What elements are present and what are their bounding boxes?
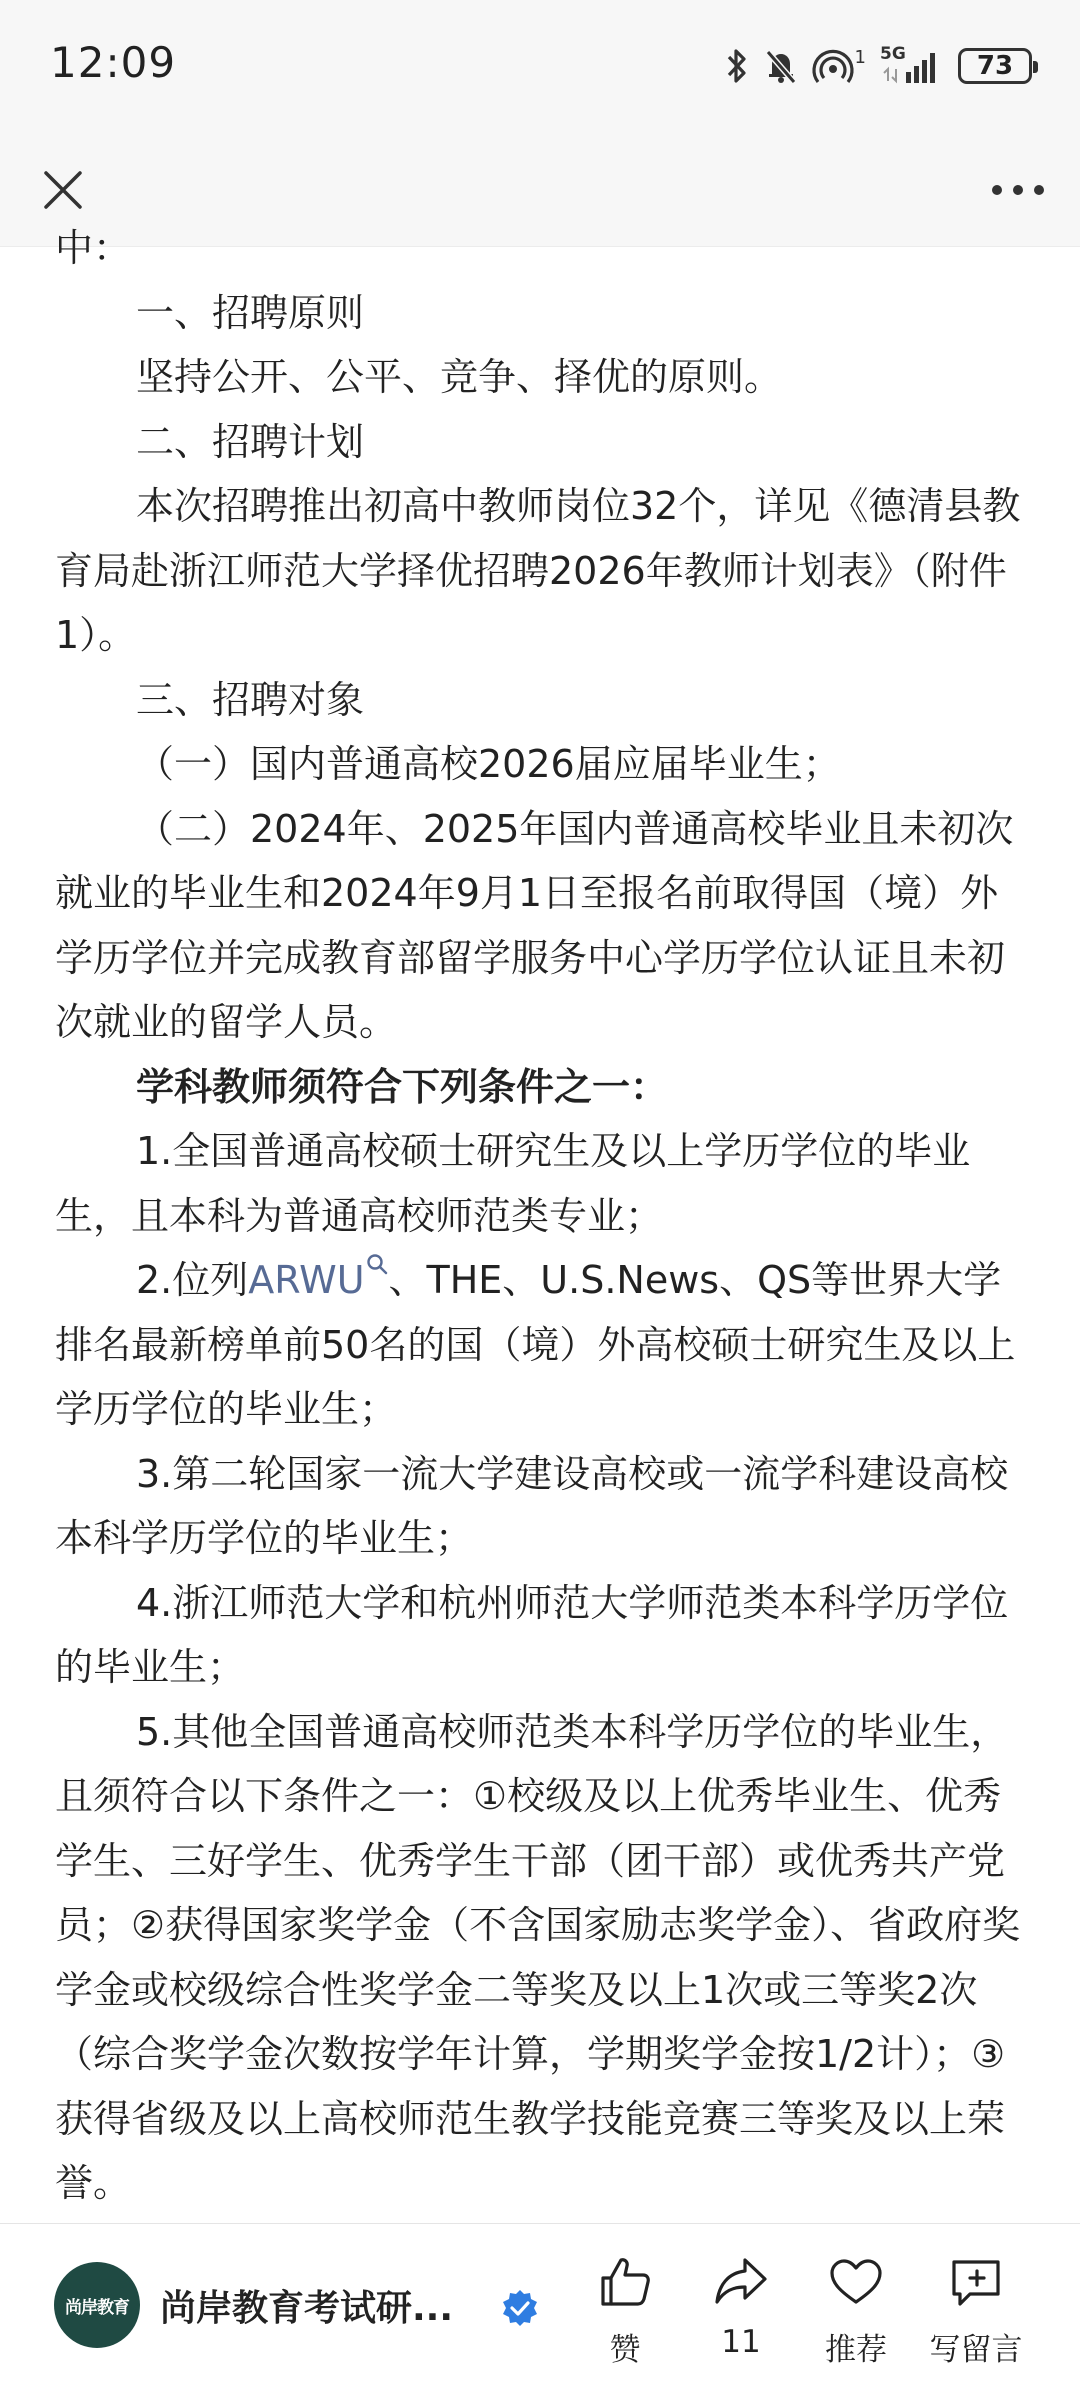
signal-sup: 1 [854, 46, 866, 68]
avatar[interactable]: 尚岸教育 [54, 2262, 140, 2348]
arwu-link-text: ARWU [248, 1258, 365, 1302]
paragraph: 3.第二轮国家一流大学建设高校或一流学科建设高校本科学历学位的毕业生； [55, 1451, 1009, 1560]
hotspot-icon [813, 47, 853, 85]
status-time: 12:09 [50, 38, 177, 87]
share-count: 11 [721, 2324, 761, 2360]
paragraph: 坚持公开、公平、竞争、择优的原则。 [136, 355, 783, 399]
thumbs-up-icon [597, 2254, 653, 2310]
article-content [55, 216, 1030, 2280]
bottom-bar [0, 2223, 1080, 2387]
paragraph: （一）国内普通高校2026届应届毕业生； [136, 742, 841, 786]
arwu-link[interactable] [248, 1258, 388, 1302]
network-type: 5G [880, 44, 906, 64]
close-icon [43, 170, 83, 210]
paragraph: 4.浙江师范大学和杭州师范大学师范类本科学历学位的毕业生； [55, 1580, 1009, 1689]
account-name[interactable]: 尚岸教育考试研... [160, 2288, 454, 2329]
comment-add-icon [948, 2254, 1004, 2310]
section-heading-principle: 一、招聘原则 [136, 290, 365, 335]
status-icons [725, 44, 1032, 88]
arwu-prefix: 2.位列 [136, 1258, 249, 1302]
paragraph-arwu [55, 1248, 1030, 1442]
close-button[interactable] [28, 155, 98, 225]
paragraph: 中： [55, 226, 132, 270]
paragraph: 1.全国普通高校硕士研究生及以上学历学位的毕业生，且本科为普通高校师范类专业； [55, 1129, 971, 1238]
verified-icon [500, 2288, 540, 2328]
heart-icon [828, 2254, 884, 2310]
recommend-label: 推荐 [825, 2332, 887, 2368]
paragraph: 5.其他全国普通高校师范类本科学历学位的毕业生，且须符合以下条件之一：①校级及以上优秀毕业生、优秀学生、三好学生、优秀学生干部（团干部）或优秀共产党员；②获得国家奖学金（不含国家励志奖学金）、省政府奖学金或校级综合性奖学金二等奖及以上1次或三等奖2次（综合奖学金次数按学年计算，学期奖学金按1/2计）；③获得省级及以上高校师范生教学技能竞赛三等奖及以上荣誉。 [55, 1709, 1021, 2205]
battery-level: 73 [976, 51, 1014, 81]
battery-icon [958, 48, 1032, 84]
mute-bell-icon [763, 47, 799, 85]
more-button[interactable] [978, 155, 1058, 225]
share-button[interactable] [686, 2254, 796, 2374]
like-button[interactable] [570, 2254, 680, 2374]
more-icon [991, 184, 1045, 196]
bluetooth-icon [725, 47, 749, 85]
signal-icon [880, 44, 944, 85]
article-body[interactable] [0, 226, 1080, 2223]
subject-teacher-heading: 学科教师须符合下列条件之一： [136, 1064, 669, 1109]
arwu-suffix: 、THE、U.S.News、QS等世界大学排名最新榜单前50名的国（境）外高校硕士研究生及以上学历学位的毕业生； [55, 1258, 1016, 1431]
paragraph: （二）2024年、2025年国内普通高校毕业且未初次就业的毕业生和2024年9月1日至报名前取得国（境）外学历学位并完成教育部留学服务中心学历学位认证且未初次就业的留学人员。 [55, 806, 1014, 1044]
paragraph: 本次招聘推出初高中教师岗位32个，详见《德清县教育局赴浙江师范大学择优招聘2026年教师计划表》（附件1）。 [55, 484, 1021, 657]
section-heading-plan: 二、招聘计划 [136, 419, 365, 464]
recommend-button[interactable] [801, 2254, 911, 2374]
section-heading-target: 三、招聘对象 [136, 677, 365, 722]
share-icon [713, 2254, 769, 2310]
like-label: 赞 [609, 2332, 641, 2368]
comment-label: 写留言 [929, 2332, 1023, 2368]
status-bar [0, 0, 1080, 135]
comment-button[interactable] [916, 2254, 1036, 2374]
search-icon [365, 1252, 389, 1276]
